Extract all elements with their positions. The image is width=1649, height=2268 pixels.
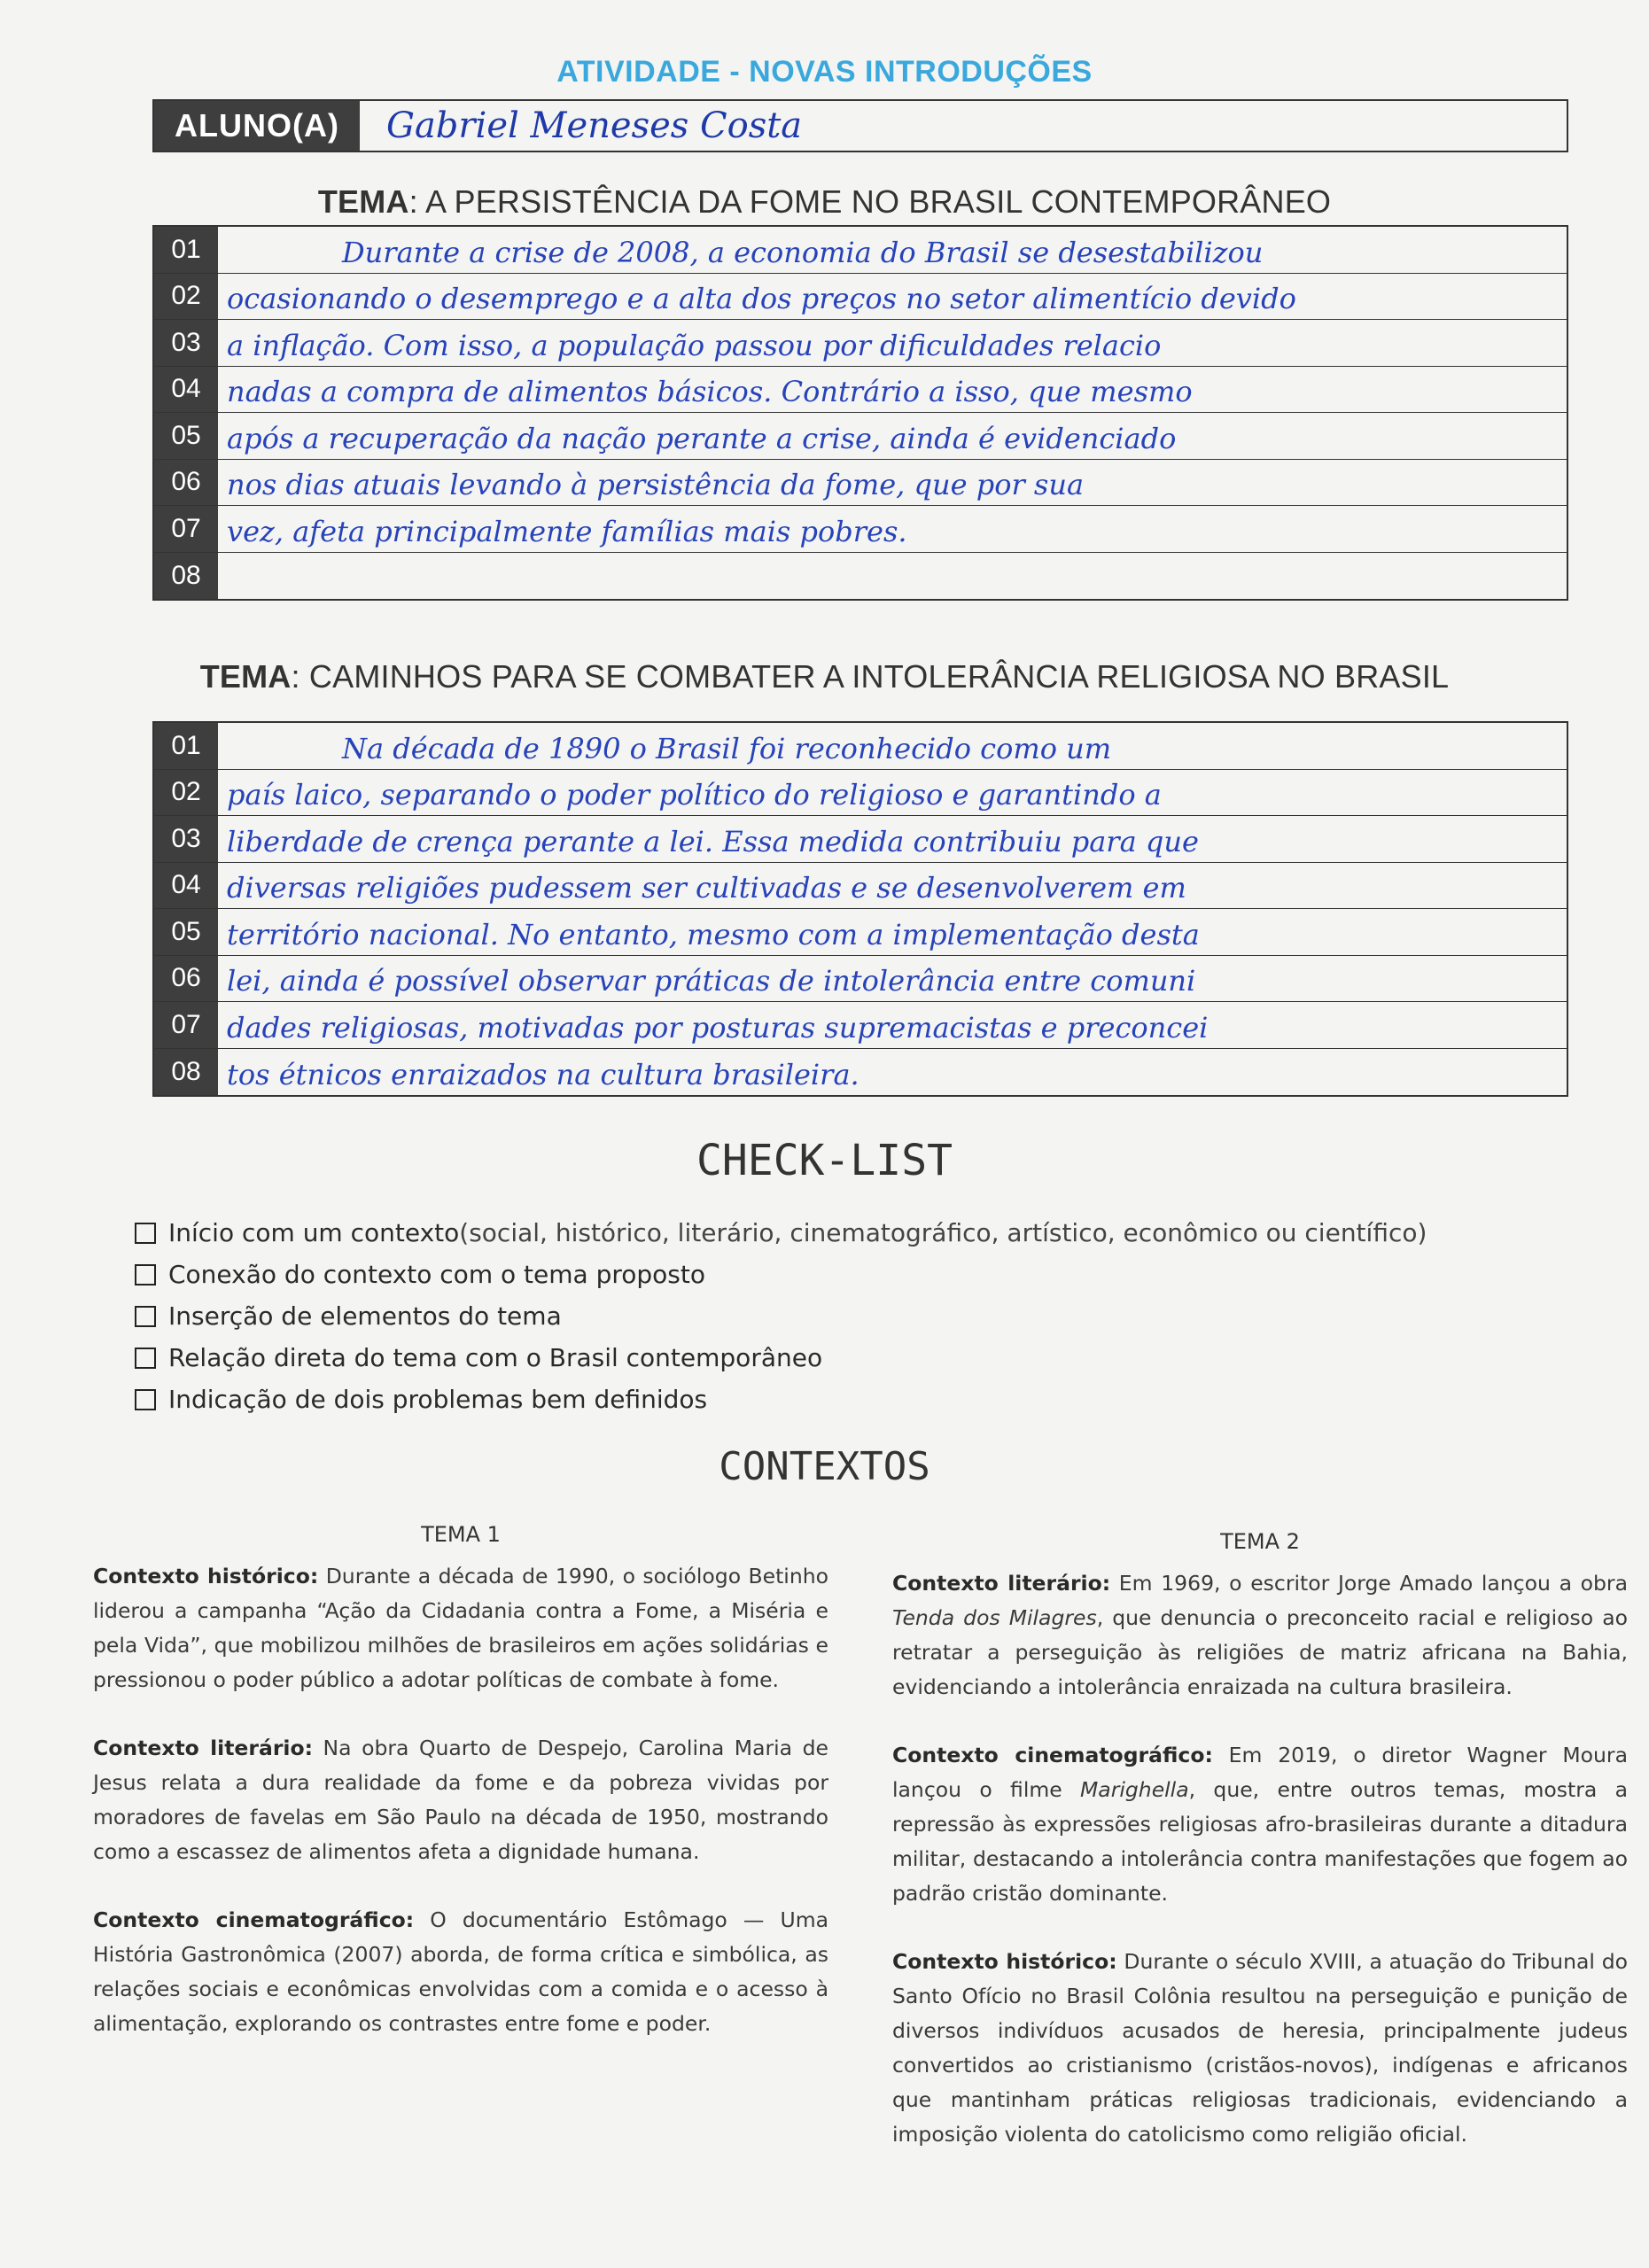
line-number: 04 (154, 863, 218, 909)
writing-line[interactable] (154, 770, 1567, 817)
checklist-item-detail: (social, histórico, literário, cinematográfico, artístico, econômico ou científico) (459, 1218, 1427, 1247)
line-number: 02 (154, 274, 218, 320)
checkbox[interactable] (135, 1389, 156, 1410)
line-number: 05 (154, 909, 218, 955)
handwritten-text[interactable] (218, 553, 1567, 600)
writing-line[interactable] (154, 816, 1567, 863)
checklist-item (135, 1295, 1427, 1337)
handwritten-text[interactable]: a inflação. Com isso, a população passou por dificuldades relacio (227, 328, 1162, 362)
tema1-writing-lines (152, 225, 1568, 601)
writing-line[interactable] (154, 320, 1567, 367)
writing-line[interactable] (154, 227, 1567, 274)
handwritten-text[interactable]: país laico, separando o poder político do religioso e garantindo a (227, 778, 1162, 812)
checklist-item (135, 1337, 1427, 1379)
context-paragraph (892, 1738, 1628, 1911)
checklist-item-label: Inserção de elementos do tema (168, 1301, 562, 1331)
context-label: Contexto literário: (892, 1571, 1111, 1596)
line-number: 07 (154, 506, 218, 552)
context-work-title: Tenda dos Milagres (892, 1605, 1097, 1630)
checklist-item (135, 1212, 1427, 1254)
tema2-heading (0, 658, 1649, 695)
student-label: ALUNO(A) (154, 101, 360, 151)
context-text: Em 2019, o diretor Wagner Moura lançou o filme (892, 1743, 1628, 1802)
line-number: 06 (154, 956, 218, 1002)
writing-line[interactable] (154, 413, 1567, 460)
line-number: 01 (154, 723, 218, 769)
writing-line[interactable] (154, 506, 1567, 553)
tema2-text: : CAMINHOS PARA SE COMBATER A INTOLERÂNCIA RELIGIOSA NO BRASIL (291, 658, 1450, 695)
context-label: Contexto literário: (93, 1736, 314, 1760)
handwritten-text[interactable]: ocasionando o desemprego e a alta dos preços no setor alimentício devido (227, 282, 1296, 315)
line-number: 05 (154, 413, 218, 459)
checklist-item-label: Indicação de dois problemas bem definidos (168, 1385, 708, 1414)
context-work-title: Marighella (1080, 1777, 1189, 1802)
tema1-label: TEMA (317, 183, 409, 220)
handwritten-text[interactable]: diversas religiões pudessem ser cultivadas e se desenvolverem em (227, 871, 1186, 905)
context-text: Em 1969, o escritor Jorge Amado lançou a obra (1110, 1571, 1628, 1596)
context-text: Durante a década de 1990, o sociólogo Betinho liderou a campanha “Ação da Cidadania contra a Fome, a Miséria e pela Vida”, que mobilizou milhões de brasileiros em ações solidárias e pressionou o poder público a adotar políticas de combate à fome. (93, 1564, 829, 1692)
handwritten-text[interactable]: vez, afeta principalmente famílias mais pobres. (227, 514, 907, 548)
handwritten-text[interactable]: nadas a compra de alimentos básicos. Contrário a isso, que mesmo (227, 375, 1193, 408)
tema1-contexts (93, 1522, 828, 2075)
writing-line[interactable] (154, 863, 1567, 910)
writing-line[interactable] (154, 553, 1567, 600)
student-name-field[interactable]: Gabriel Meneses Costa (386, 105, 803, 146)
writing-line[interactable] (154, 1049, 1567, 1096)
writing-line[interactable] (154, 367, 1567, 414)
checkbox[interactable] (135, 1348, 156, 1369)
context-text: , que, entre outros temas, mostra a repressão às expressões religiosas afro-brasileiras durante a ditadura militar, destacando a intolerância contra manifestações que fogem ao padrão cristão dominante. (892, 1777, 1628, 1906)
handwritten-text[interactable]: lei, ainda é possível observar práticas de intolerância entre comuni (227, 964, 1196, 998)
line-number: 08 (154, 1049, 218, 1096)
handwritten-text[interactable]: liberdade de crença perante a lei. Essa medida contribuiu para que (227, 824, 1199, 858)
tema2-writing-lines (152, 721, 1568, 1097)
writing-line[interactable] (154, 274, 1567, 321)
line-number: 06 (154, 460, 218, 506)
writing-line[interactable] (154, 956, 1567, 1003)
writing-line[interactable] (154, 909, 1567, 956)
handwritten-text[interactable]: dades religiosas, motivadas por posturas supremacistas e preconcei (227, 1010, 1209, 1045)
contextos-title: CONTEXTOS (719, 1444, 930, 1489)
line-number: 04 (154, 367, 218, 413)
context-text: O documentário Estômago — Uma História Gastronômica (2007) aborda, de forma crítica e simbólica, as relações sociais e econômicas envolvidas com a comida e o acesso à alimentação, explorando os contrastes entre fome e poder. (93, 1907, 828, 2036)
writing-line[interactable] (154, 460, 1567, 507)
tema2-label: TEMA (199, 658, 292, 695)
handwritten-text[interactable]: Durante a crise de 2008, a economia do Brasil se desestabilizou (342, 235, 1264, 269)
context-paragraph (892, 1945, 1628, 2152)
tema1-heading (0, 183, 1649, 221)
context-paragraph (93, 1559, 828, 1697)
checklist-item-label: Relação direta do tema com o Brasil contemporâneo (168, 1343, 823, 1372)
context-paragraph (93, 1731, 828, 1869)
checklist-item-label: Início com um contexto (168, 1218, 460, 1247)
handwritten-text[interactable]: nos dias atuais levando à persistência da fome, que por sua (227, 468, 1085, 501)
context-label: Contexto cinematográfico: (892, 1743, 1213, 1767)
context-paragraph (93, 1903, 828, 2041)
checkbox[interactable] (135, 1223, 156, 1244)
line-number: 03 (154, 816, 218, 862)
checklist-item (135, 1254, 1427, 1295)
context-text: Durante o século XVIII, a atuação do Tribunal do Santo Ofício no Brasil Colônia resultou na perseguição e punição de diversos indivíduos acusados de heresia, principalmente judeus convertidos ao cristianismo (cristãos-novos), indígenas e africanos que mantinham práticas religiosas tradicionais, evidenciando a imposição violenta do catolicismo como religião oficial. (892, 1949, 1628, 2147)
tema1-text: : A PERSISTÊNCIA DA FOME NO BRASIL CONTEMPORÂNEO (408, 183, 1332, 220)
context-text: , que denuncia o preconceito racial e religioso ao retratar a perseguição às religiões de matriz africana na Bahia, evidenciando a intolerância enraizada na cultura brasileira. (892, 1605, 1628, 1699)
student-name-row (152, 99, 1568, 152)
line-number: 07 (154, 1002, 218, 1048)
checklist-item-label: Conexão do contexto com o tema proposto (168, 1260, 705, 1289)
handwritten-text[interactable]: após a recuperação da nação perante a crise, ainda é evidenciado (227, 421, 1177, 455)
checkbox[interactable] (135, 1306, 156, 1327)
line-number: 01 (154, 227, 218, 273)
tema2-contexts-heading: TEMA 2 (1220, 1529, 1300, 1554)
context-label: Contexto histórico: (892, 1949, 1117, 1974)
line-number: 03 (154, 320, 218, 366)
line-number: 08 (154, 553, 218, 600)
checklist (135, 1212, 1427, 1420)
checklist-item (135, 1379, 1427, 1420)
context-label: Contexto histórico: (93, 1564, 319, 1588)
handwritten-text[interactable]: Na década de 1890 o Brasil foi reconhecido como um (342, 731, 1112, 765)
line-number: 02 (154, 770, 218, 816)
tema2-contexts (892, 1529, 1628, 2186)
handwritten-text[interactable]: tos étnicos enraizados na cultura brasileira. (227, 1058, 860, 1091)
tema1-contexts-heading: TEMA 1 (421, 1522, 501, 1547)
checkbox[interactable] (135, 1264, 156, 1285)
context-text: Na obra Quarto de Despejo, Carolina Maria de Jesus relata a dura realidade da fome e da pobreza vividas por moradores de favelas em São Paulo na década de 1950, mostrando como a escassez de alimentos afeta a dignidade humana. (93, 1736, 828, 1864)
page-title: ATIVIDADE - NOVAS INTRODUÇÕES (556, 55, 1093, 89)
context-label: Contexto cinematográfico: (93, 1907, 415, 1932)
writing-line[interactable] (154, 1002, 1567, 1049)
context-paragraph (892, 1566, 1628, 1705)
checklist-title: CHECK-LIST (696, 1136, 953, 1185)
handwritten-text[interactable]: território nacional. No entanto, mesmo com a implementação desta (227, 917, 1200, 951)
writing-line[interactable] (154, 723, 1567, 770)
